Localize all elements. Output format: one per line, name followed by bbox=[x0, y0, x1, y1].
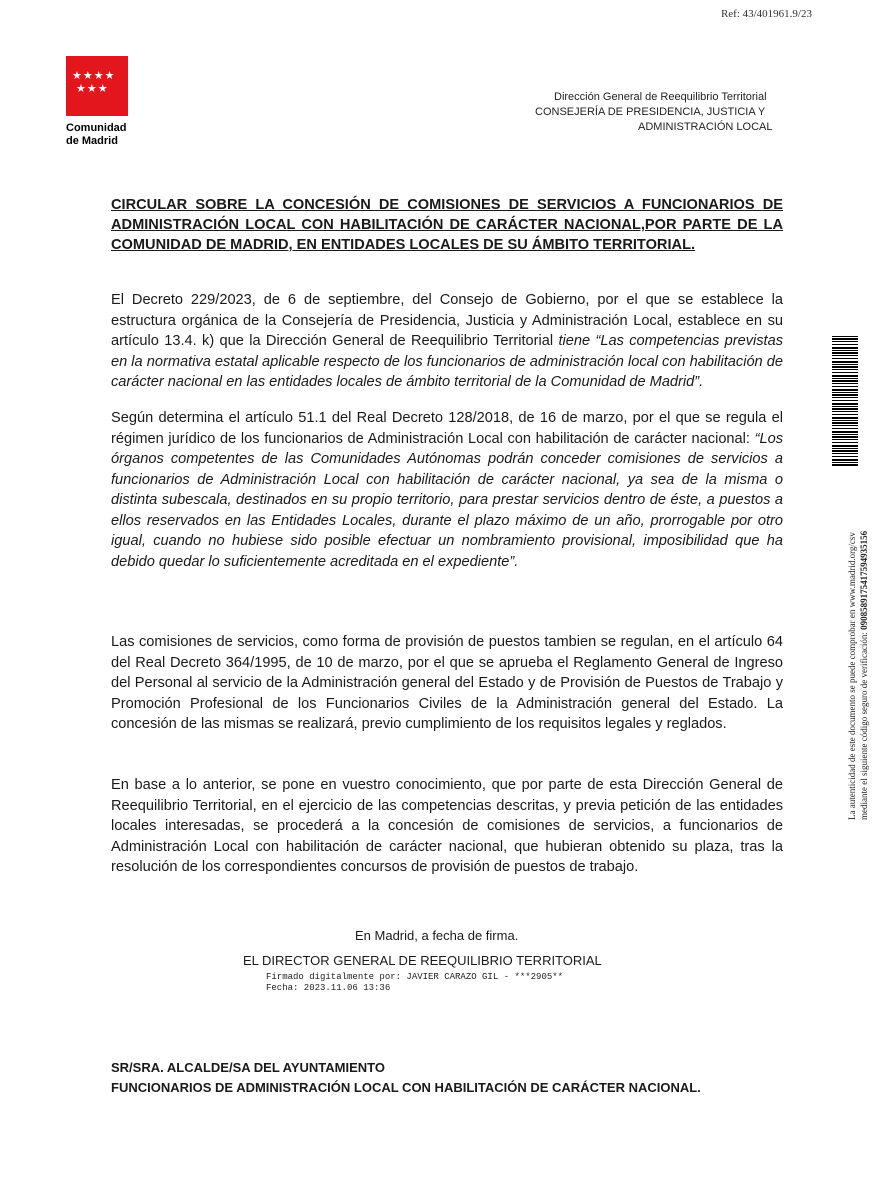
signature-date: Fecha: 2023.11.06 13:36 bbox=[266, 983, 391, 993]
logo-line-1: Comunidad bbox=[66, 122, 127, 134]
consejeria-line-2: ADMINISTRACIÓN LOCAL bbox=[638, 121, 773, 133]
paragraph-text: Según determina el artículo 51.1 del Real Decreto 128/2018, de 16 de marzo, por el que se regula el régimen jurídico de los funcionarios de Administración Local con habilitación de carácter nacional: bbox=[111, 410, 783, 447]
csv-line-1: La autenticidad de este documento se puede comprobar en www.madrid.org/csv bbox=[847, 532, 857, 820]
digital-signature bbox=[266, 972, 563, 994]
csv-label: mediante el siguiente código seguro de verificación: bbox=[859, 629, 869, 820]
signature-place: En Madrid, a fecha de firma. bbox=[355, 928, 519, 943]
paragraph-quote: tiene “Las competencias previstas en la normativa estatal aplicable respecto de los funcionarios de administración local con habilitación de carácter nacional en las entidades locales de ámbito territorial de la Comunidad de Madrid”. bbox=[111, 333, 784, 390]
barcode-image bbox=[832, 336, 858, 466]
logo-line-2: de Madrid bbox=[66, 135, 118, 147]
paragraph-comisiones: Las comisiones de servicios, como forma de provisión de puestos tambien se regulan, en el artículo 64 del Real Decreto 364/1995, de 10 de marzo, por el que se aprueba el Reglamento General de Ingreso del Personal al servicio de la Administración general del Estado y de Provisión de Puestos de Trabajo y Promoción Profesional de los Funcionarios Civiles de la Administración general del Estado. La concesión de las mismas se realizará, previo cumplimiento de los requisitos legales y reglados. bbox=[111, 634, 783, 732]
document-reference: Ref: 43/401961.9/23 bbox=[720, 8, 812, 20]
csv-verification-note bbox=[846, 531, 870, 820]
consejeria-line-1: CONSEJERÍA DE PRESIDENCIA, JUSTICIA Y bbox=[535, 106, 766, 118]
addressee bbox=[111, 1058, 701, 1098]
star-icons: ★★★★ ★★★ bbox=[72, 70, 116, 95]
paragraph-conclusion: En base a lo anterior, se pone en vuestro conocimiento, que por parte de esta Dirección General de Reequilibrio Territorial, en el ejercicio de las competencias descritas, y previa petición de las entidades locales interesadas, se procederá a la concesión de comisiones de servicios, a funcionarios de Administración Local con habilitación de carácter nacional, que hubieran obtenido su plaza, tras la resolución de los correspondientes concursos de provisión de puestos de trabajo. bbox=[111, 777, 783, 875]
signed-by: Firmado digitalmente por: JAVIER CARAZO GIL - ***2905** bbox=[266, 972, 564, 982]
csv-code: 0908589175417594935156 bbox=[859, 530, 869, 630]
paragraph-quote: “Los órganos competentes de las Comunidades Autónomas podrán conceder comisiones de servicios a funcionarios de Administración Local con habilitación de carácter nacional, ya sea de la misma o distinta subescala, destinados en su propio territorio, para prestar servicios dentro de éste, a puestos a ellos reservados en las Entidades Locales, durante el plazo máximo de un año, prorrogable por otro igual, cuando no hubiese sido posible efectuar un nombramiento provisional, imposibilidad que ha debido quedar lo suficientemente acreditada en el expediente”. bbox=[111, 430, 783, 570]
direccion-general: Dirección General de Reequilibrio Territorial bbox=[554, 91, 767, 103]
issuer-header bbox=[535, 90, 772, 135]
paragraph-real-decreto bbox=[111, 408, 783, 572]
paragraph-decreto bbox=[111, 290, 783, 393]
addressee-line-2: FUNCIONARIOS DE ADMINISTRACIÓN LOCAL CON HABILITACIÓN DE CARÁCTER NACIONAL. bbox=[111, 1080, 701, 1095]
signatory-title: EL DIRECTOR GENERAL DE REEQUILIBRIO TERRITORIAL bbox=[243, 953, 602, 968]
csv-line-2 bbox=[858, 531, 870, 820]
paragraph-text: El Decreto 229/2023, de 6 de septiembre, del Consejo de Gobierno, por el que se establece la estructura orgánica de la Consejería de Presidencia, Justicia y Administración Local, establece en su artículo 13.4. k) que la Dirección General de Reequilibrio Territorial bbox=[111, 292, 783, 349]
circular-title: CIRCULAR SOBRE LA CONCESIÓN DE COMISIONES DE SERVICIOS A FUNCIONARIOS DE ADMINISTRACIÓN LOCAL CON HABILITACIÓN DE CARÁCTER NACIONAL,POR PARTE DE LA COMUNIDAD DE MADRID, EN ENTIDADES LOCALES DE SU ÁMBITO TERRITORIAL. bbox=[111, 197, 783, 253]
comunidad-de-madrid-logo bbox=[66, 56, 128, 148]
logo-flag bbox=[66, 56, 128, 116]
addressee-line-1: SR/SRA. ALCALDE/SA DEL AYUNTAMIENTO bbox=[111, 1060, 385, 1075]
logo-text bbox=[66, 122, 128, 148]
